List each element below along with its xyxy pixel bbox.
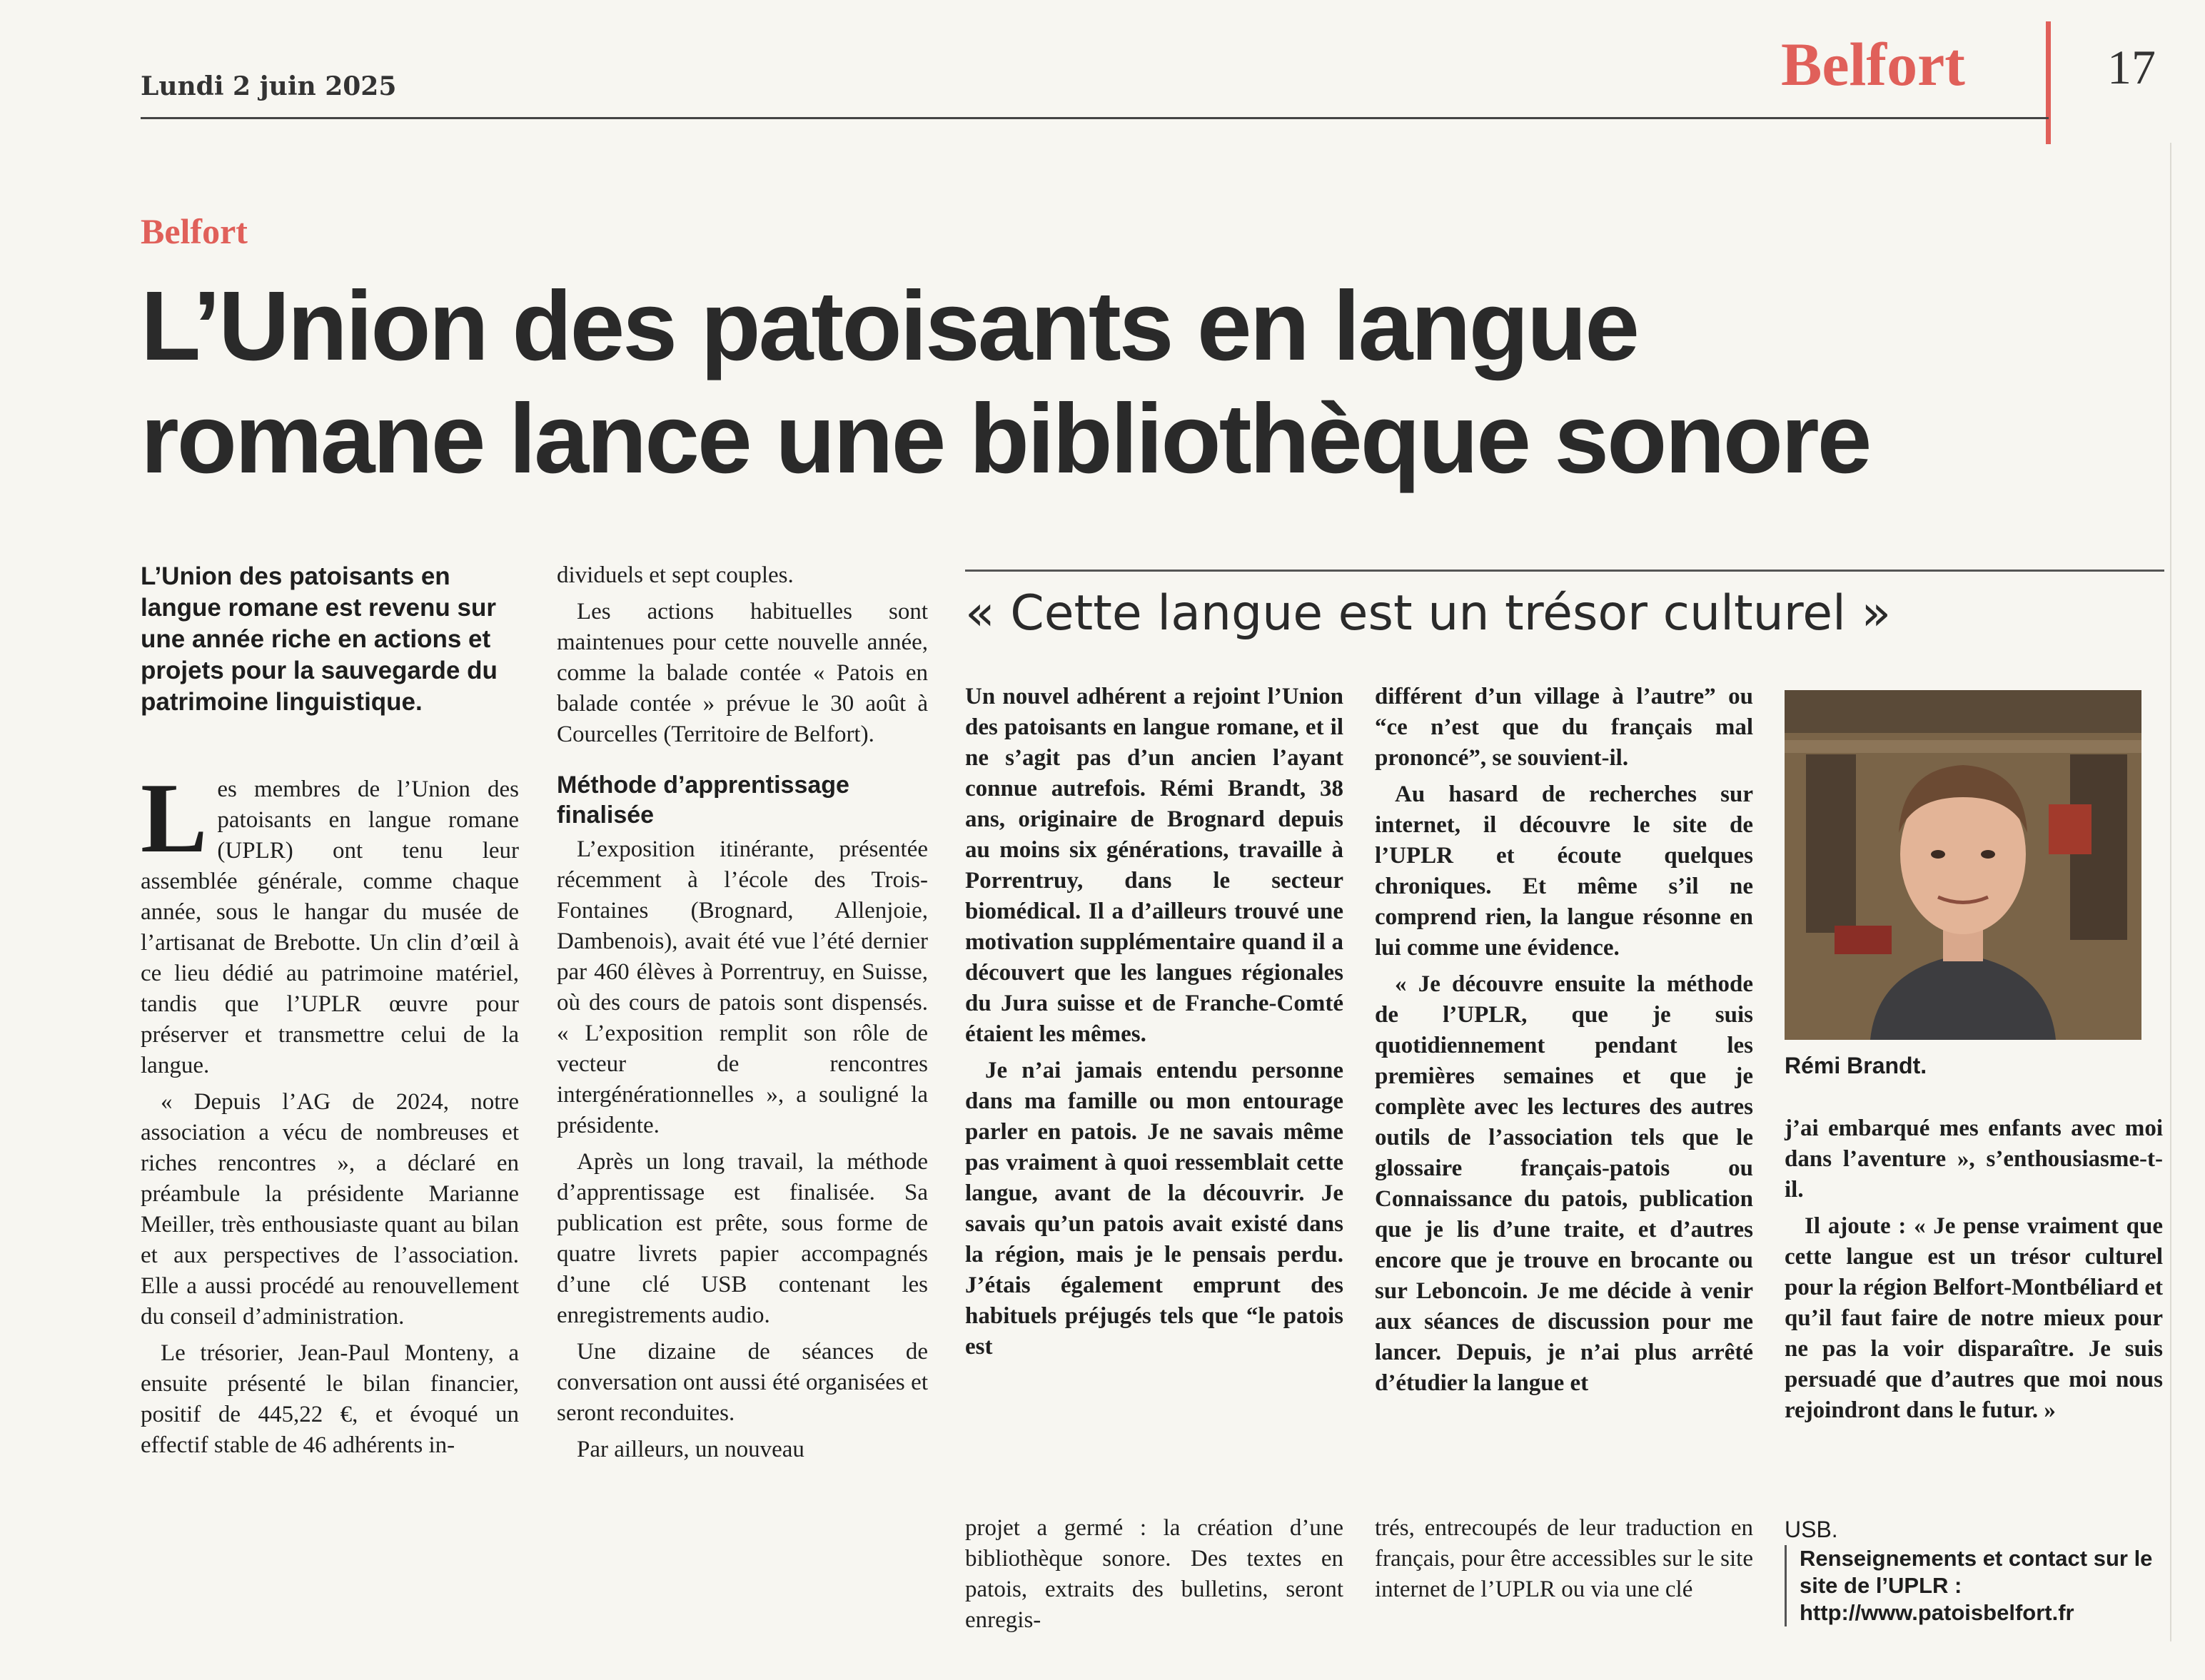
info-box: Renseignements et contact sur le site de l’UPLR : http://www.patoisbelfort.fr <box>1785 1545 2163 1626</box>
paragraph: Je n’ai jamais entendu personne dans ma famille ou mon entourage parler en patois. Je ne savais même pas vraiment à quoi ressemblait cette langue, avant de la découvrir. Je savais qu’un patois avait existé dans la région, mais je le pensais perdu. J’étais également emprunt des habituels préjugés tels que “le patois est <box>965 1058 1343 1360</box>
pull-quote-rule <box>965 570 2164 572</box>
article-lede: L’Union des patoisants en langue romane est revenu sur une année riche en actions et projets pour la sauvegarde du patrimoine linguistique. <box>141 562 498 716</box>
paragraph: « Je découvre ensuite la méthode de l’UPLR, que je suis quotidiennement pendant les premières semaines et que je complète avec les lectures des autres outils de l’association tels que le glossaire français-patois ou Connaissance du patois, publication que je lis d’une traite, et d’autres encore que je trouve en brocante ou sur Leboncoin. Je me décide à venir aux séances de discussion pour me lancer. Depuis, je n’ai plus arrêté d’étudier la langue et <box>1375 971 1753 1396</box>
paragraph: Il ajoute : « Je pense vraiment que cette langue est un trésor culturel pour la région Belfort-Montbéliard et qu’il faut faire de notre mieux pour ne pas la voir disparaître. Je suis persuadé que d’autres que moi nous rejoindront dans le futur. » <box>1785 1213 2163 1423</box>
page-date: Lundi 2 juin 2025 <box>141 71 397 101</box>
paragraph: dividuels et sept couples. <box>557 562 794 588</box>
article-column-2 <box>557 560 928 1471</box>
author-signature: USB. <box>1785 1517 1838 1542</box>
headline-line-1: L’Union des patoisants en langue <box>141 271 1638 381</box>
paragraph: L’exposition itinérante, présentée récemment à l’école des Trois-Fontaines (Brognard, Allenjoie, Dambenois), avait été vue l’été dernier par 460 élèves à Porrentruy, en Suisse, où des cours de patois sont dispensés. « L’exposition remplit son rôle de vecteur de rencontres intergénérationnelles », a souligné la présidente. <box>557 836 928 1138</box>
portrait-illustration <box>1785 690 2141 1040</box>
portrait-photo <box>1785 690 2141 1040</box>
section-name: Belfort <box>1781 30 1965 98</box>
sidebar-column-1 <box>965 682 1343 1368</box>
paragraph: j’ai embarqué mes enfants avec moi dans l’aventure », s’enthousiasme-t-il. <box>1785 1115 2163 1203</box>
paragraph: Après un long travail, la méthode d’apprentissage est finalisée. Sa publication est prête, sous forme de quatre livrets papier accompagnés d’une clé USB contenant les enregistrements audio. <box>557 1149 928 1328</box>
section-accent-bar <box>2046 21 2051 144</box>
paragraph: projet a germé : la création d’une bibliothèque sonore. Des textes en patois, extraits des bulletins, seront enregis- <box>965 1515 1343 1633</box>
paragraph <box>141 763 519 1081</box>
article-continuation-1 <box>965 1513 1343 1641</box>
article-column-1 <box>141 763 519 1467</box>
header-rule <box>141 117 2049 119</box>
paragraph: Au hasard de recherches sur internet, il découvre le site de l’UPLR et écoute quelques chroniques. Et même s’il ne comprend rien, la langue résonne en lui comme une évidence. <box>1375 781 1753 961</box>
right-margin-rule <box>2170 143 2171 1641</box>
article-kicker: Belfort <box>141 211 248 251</box>
sidebar-column-2 <box>1375 682 1753 1405</box>
article-continuation-2 <box>1375 1513 1753 1611</box>
paragraph: trés, entrecoupés de leur traduction en français, pour être accessibles sur le site internet de l’UPLR ou via une clé <box>1375 1515 1753 1602</box>
paragraph: différent d’un village à l’autre” ou “ce n’est que du français mal prononcé”, se souvient-il. <box>1375 684 1753 771</box>
paragraph: Un nouvel adhérent a rejoint l’Union des patoisants en langue romane, et il ne s’agit pas d’un ancien l’ayant connue autrefois. Rémi Brandt, 38 ans, originaire de Brognard depuis au moins six générations, travaille à Porrentruy, dans le secteur biomédical. Il a d’ailleurs trouvé une motivation supplémentaire quand il a découvert que les langues régionales du Jura suisse et de Franche-Comté étaient les mêmes. <box>965 684 1343 1047</box>
paragraph: Les actions habituelles sont maintenues pour cette nouvelle année, comme la balade contée « Patois en balade contée » prévue le 30 août à Courcelles (Territoire de Belfort). <box>557 599 928 747</box>
sidebar-column-3 <box>1785 1113 2163 1432</box>
paragraph: Par ailleurs, un nouveau <box>577 1437 804 1462</box>
paragraph: Une dizaine de séances de conversation ont aussi été organisées et seront reconduites. <box>557 1339 928 1426</box>
pull-quote: « Cette langue est un trésor culturel » <box>965 585 1892 642</box>
drop-cap: L <box>141 763 208 874</box>
article-subhead: Méthode d’apprentissage finalisée <box>557 771 849 829</box>
paragraph: « Depuis l’AG de 2024, notre association a vécu de nombreuses et riches rencontres », a déclaré en préambule la présidente Marianne Meiller, très enthousiaste quant au bilan et aux perspectives de l’association. Elle a aussi procédé au renouvellement du conseil d’administration. <box>141 1089 519 1330</box>
photo-caption: Rémi Brandt. <box>1785 1053 1927 1078</box>
article-headline <box>141 270 2168 495</box>
page-number: 17 <box>2107 40 2156 94</box>
paragraph: Le trésorier, Jean-Paul Monteny, a ensuite présenté le bilan financier, positif de 445,22 €, et évoqué un effectif stable de 46 adhérents in- <box>141 1340 519 1458</box>
headline-line-2: romane lance une bibliothèque sonore <box>141 384 1870 494</box>
paragraph-text: es membres de l’Union des patoisants en langue romane (UPLR) ont tenu leur assemblée générale, comme chaque année, sous le hangar du musée de l’artisanat de Brebotte. Un clin d’œil à ce lieu dédié au patrimoine matériel, tandis que l’UPLR œuvre pour préserver et transmettre celui de la langue. <box>141 776 519 1078</box>
